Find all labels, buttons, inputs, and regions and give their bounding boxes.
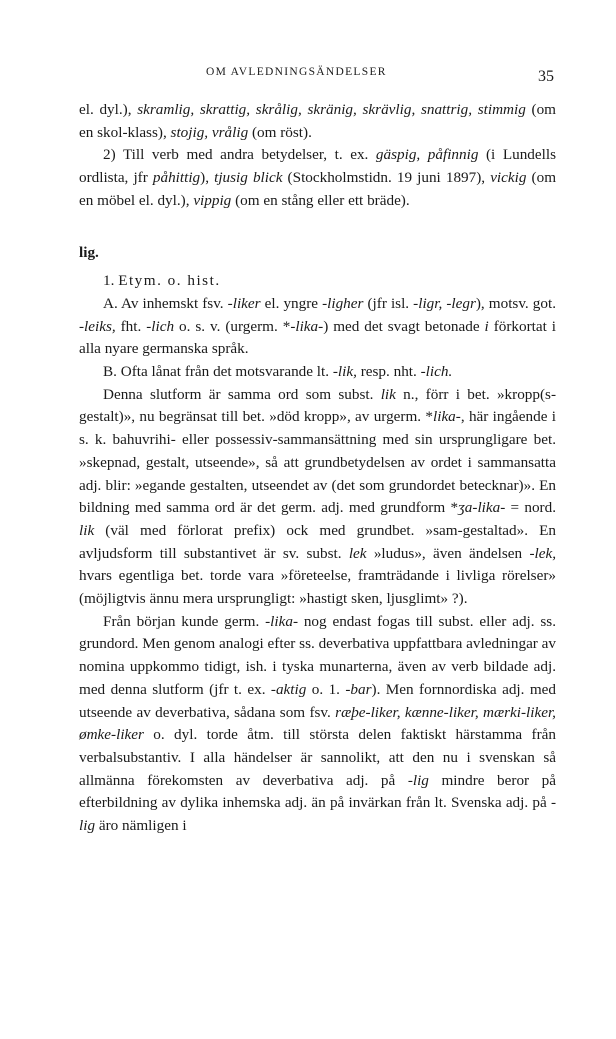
paragraph-a: A. Av inhemskt fsv. -liker el. yngre -ligher (jfr isl. -ligr, -legr), motsv. got. -leiks, fht. -lich o. s. v. (urgerm. *-lika-) med det svagt betonade i förkortat i alla nyare germanska språk.	[79, 294, 556, 358]
paragraph-deverbativa: Från början kunde germ. -lika- nog endast fogas till subst. eller adj. ss. grundord. Men genom analogi efter ss. deverbativa uppfattbara avledningar av nomina uppkommo tidigt, ish. i tyska munarterna, även av verb bildade adj. med denna slutform (jfr t. ex. -aktig o. 1. -bar). Men fornnordiska adj. med utseende av deverbativa, sådana som fsv. ræþe-liker, kænne-liker, mærki-liker, ømke-liker o. dyl. torde åtm. till största delen faktiskt härstamma från verbalsubstantiv. I alla händelser är sannolikt, att den nu i svenskan så allmänna förekomsten av deverbativa adj. på -lig mindre beror på efterbildning av dylika inhemska adj. än på invärkan från lt. Svenska adj. på -lig äro nämligen i	[79, 612, 557, 835]
page-body	[79, 99, 556, 838]
section-heading: lig.	[79, 243, 99, 261]
page-number: 35	[538, 68, 554, 85]
page-header	[0, 66, 616, 86]
paragraph-verb-meanings: 2) Till verb med andra betydelser, t. ex. gäspig, påfinnig (i Lundells ordlista, jfr påhittig), tjusig blick (Stockholmstidn. 19 juni 1897), vickig (om en möbel el. dyl.), vippig (om en stång eller ett bräde).	[79, 146, 557, 209]
paragraph-b: B. Ofta lånat från det motsvarande lt. -lik, resp. nht. -lich.	[103, 363, 453, 381]
paragraph-continuation: el. dyl.), skramlig, skrattig, skrålig, skränig, skrävlig, snattrig, stimmig (om en skol-klass), stojig, vrålig (om röst).	[79, 101, 556, 141]
paragraph-slutform: Denna slutform är samma ord som subst. lik n., förr i bet. »kropp(s-gestalt)», nu begränsat till bet. »död kropp», av urgerm. *lika-, här ingående i s. k. bahuvrihi- eller possessiv-sammansättning med sin ursprungligare bet. »skepnad, gestalt, utseende», så att grundbetydelsen av ordet i sammansatta adj. blir: »egande gestalten, utseendet av (det som grundordet betecknar)». En bildning med samma ord är det germ. adj. med grundform *ʒa-lika- = nord. lik (väl med förlorat prefix) ock med grundbet. »sam-gestaltad». En avljudsform till substantivet är sv. subst. lek »ludus», även ändelsen -lek, hvars egentliga bet. torde vara »företeelse, framträdande i livliga rörelser» (möjligtvis ännu mera ursprungligt: »hastigt sken, ljusglimt» ?).	[79, 385, 557, 608]
running-title: OM AVLEDNINGSÄNDELSER	[206, 66, 387, 78]
subheading-etymology: 1. Etym. o. hist.	[103, 272, 221, 290]
